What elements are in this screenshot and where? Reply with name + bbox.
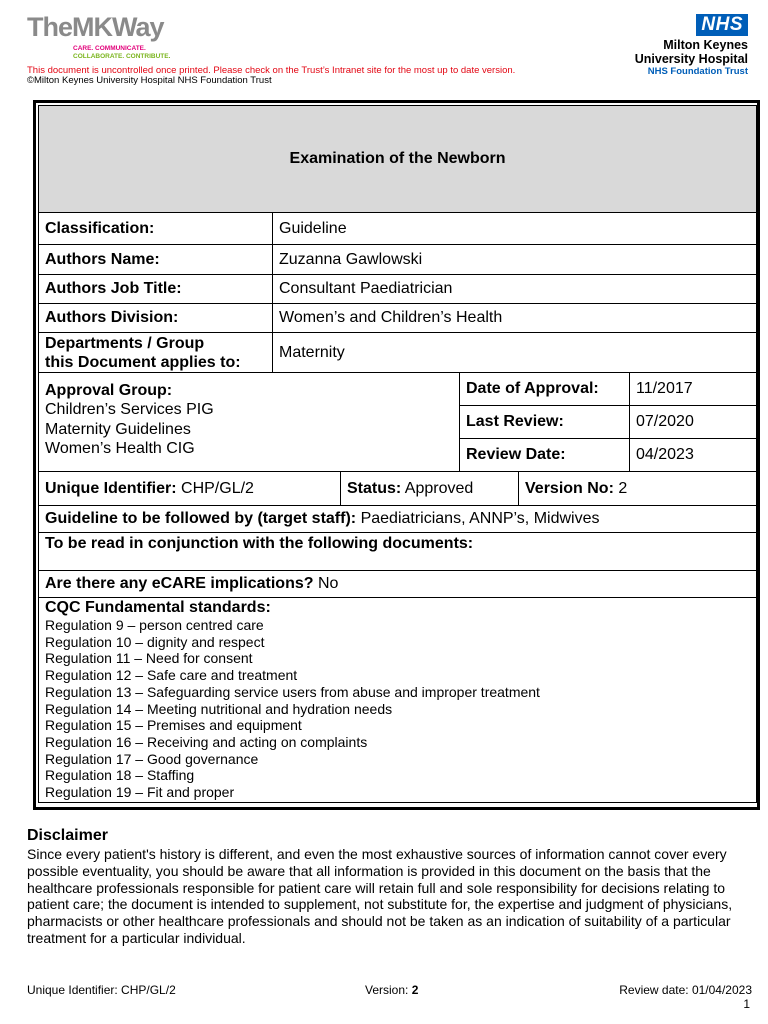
authors-name-label: Authors Name: (39, 245, 273, 275)
division-label: Authors Division: (39, 304, 273, 333)
division-value: Women’s and Children’s Health (273, 304, 757, 333)
authors-name-value: Zuzanna Gawlowski (273, 245, 757, 275)
last-review-value: 07/2020 (630, 406, 757, 439)
hospital-name-line-1: Milton Keynes (663, 38, 748, 52)
approval-group-cell (39, 373, 460, 472)
disclaimer-section (27, 826, 752, 947)
logo-wordmark: TheMKWay (27, 12, 164, 42)
version-cell (519, 472, 757, 506)
regulation-item: Regulation 17 – Good governance (45, 750, 259, 767)
approval-group-label: Approval Group: (45, 382, 173, 399)
document-control-table (38, 105, 757, 803)
footer-version-value: 2 (411, 983, 419, 997)
regulation-item: Regulation 15 – Premises and equipment (45, 717, 302, 734)
version-value: 2 (618, 479, 628, 497)
logo-tagline-line-2: COLLABORATE. CONTRIBUTE. (73, 53, 171, 60)
regulation-item: Regulation 16 – Receiving and acting on complaints (45, 733, 368, 750)
uncontrolled-notice: This document is uncontrolled once printed. Please check on the Trust’s Intranet site for the most up to date version. (27, 65, 516, 76)
foundation-trust-label: NHS Foundation Trust (647, 66, 748, 77)
regulation-item: Regulation 12 – Safe care and treatment (45, 667, 298, 684)
footer-version-label: Version: (365, 983, 412, 997)
ecare-value: No (317, 575, 339, 592)
logo-tagline (73, 45, 170, 61)
regulation-item: Regulation 14 – Meeting nutritional and hydration needs (45, 700, 393, 717)
status-label: Status: (347, 479, 402, 497)
job-title-label: Authors Job Title: (39, 275, 273, 304)
cqc-standards-cell (39, 598, 757, 803)
status-value: Approved (404, 479, 474, 497)
unique-identifier-label: Unique Identifier: (45, 479, 177, 497)
regulation-item: Regulation 18 – Staffing (45, 767, 195, 784)
regulation-item: Regulation 9 – person centred care (45, 617, 264, 633)
unique-identifier-cell (39, 472, 341, 506)
logo-tagline-line-1: CARE. COMMUNICATE. (73, 45, 146, 52)
target-staff-value: Paediatricians, ANNP’s, Midwives (360, 510, 600, 527)
departments-label-line-1: Departments / Group (45, 334, 205, 352)
departments-label (39, 333, 273, 373)
disclaimer-heading: Disclaimer (27, 827, 108, 844)
footer-identifier: Unique Identifier: CHP/GL/2 (27, 983, 176, 997)
target-staff-label: Guideline to be followed by (target staff): (45, 510, 357, 527)
classification-value: Guideline (273, 213, 757, 245)
read-with-label: To be read in conjunction with the following documents: (39, 533, 757, 571)
hospital-name-line-2: University Hospital (634, 52, 748, 66)
regulation-item: Regulation 13 – Safeguarding service users from abuse and improper treatment (45, 683, 540, 700)
approval-group-item: Women’s Health CIG (45, 440, 195, 457)
last-review-label: Last Review: (460, 406, 630, 439)
footer-version (365, 983, 418, 997)
job-title-value: Consultant Paediatrician (273, 275, 757, 304)
version-label: Version No: (525, 479, 614, 497)
disclaimer-text: Since every patient's history is different, and even the most exhaustive sources of information cannot cover every possible eventuality, you should be aware that all information is provided in this document on the basis that the healthcare professionals responsible for patient care will retain full and sole responsibility for decisions relating to patient care; the document is intended to supplement, not substitute for, the expertise and judgment of physicians, pharmacists or other healthcare professionals and should not be taken as an indication of suitability of a particular treatment for a particular individual. (27, 846, 733, 946)
departments-value: Maternity (273, 333, 757, 373)
page-number: 1 (743, 997, 750, 1011)
cqc-standards-heading: CQC Fundamental standards: (45, 599, 271, 616)
unique-identifier-value: CHP/GL/2 (181, 479, 254, 497)
target-staff-cell (39, 506, 757, 533)
regulations-list (45, 617, 750, 801)
review-date-value: 04/2023 (630, 439, 757, 472)
approval-group-item: Maternity Guidelines (45, 420, 191, 438)
date-of-approval-label: Date of Approval: (460, 373, 630, 406)
date-of-approval-value: 11/2017 (630, 373, 757, 406)
ecare-cell (39, 571, 757, 598)
nhs-trust-logo (635, 14, 748, 77)
regulation-item: Regulation 19 – Fit and proper (45, 784, 235, 801)
review-date-label: Review Date: (460, 439, 630, 472)
copyright-notice: ©Milton Keynes University Hospital NHS Foundation Trust (27, 75, 272, 86)
status-cell (341, 472, 519, 506)
document-title: Examination of the Newborn (39, 106, 757, 213)
regulation-item: Regulation 10 – dignity and respect (45, 633, 265, 650)
approval-group-item: Children’s Services PIG (45, 401, 214, 418)
nhs-logo-icon: NHS (696, 14, 748, 36)
ecare-label: Are there any eCARE implications? (45, 575, 314, 592)
themkway-logo (27, 12, 197, 70)
classification-label: Classification: (39, 213, 273, 245)
footer-review-date: Review date: 01/04/2023 (619, 983, 752, 997)
departments-label-line-2: this Document applies to: (45, 353, 241, 371)
regulation-item: Regulation 11 – Need for consent (45, 650, 253, 667)
